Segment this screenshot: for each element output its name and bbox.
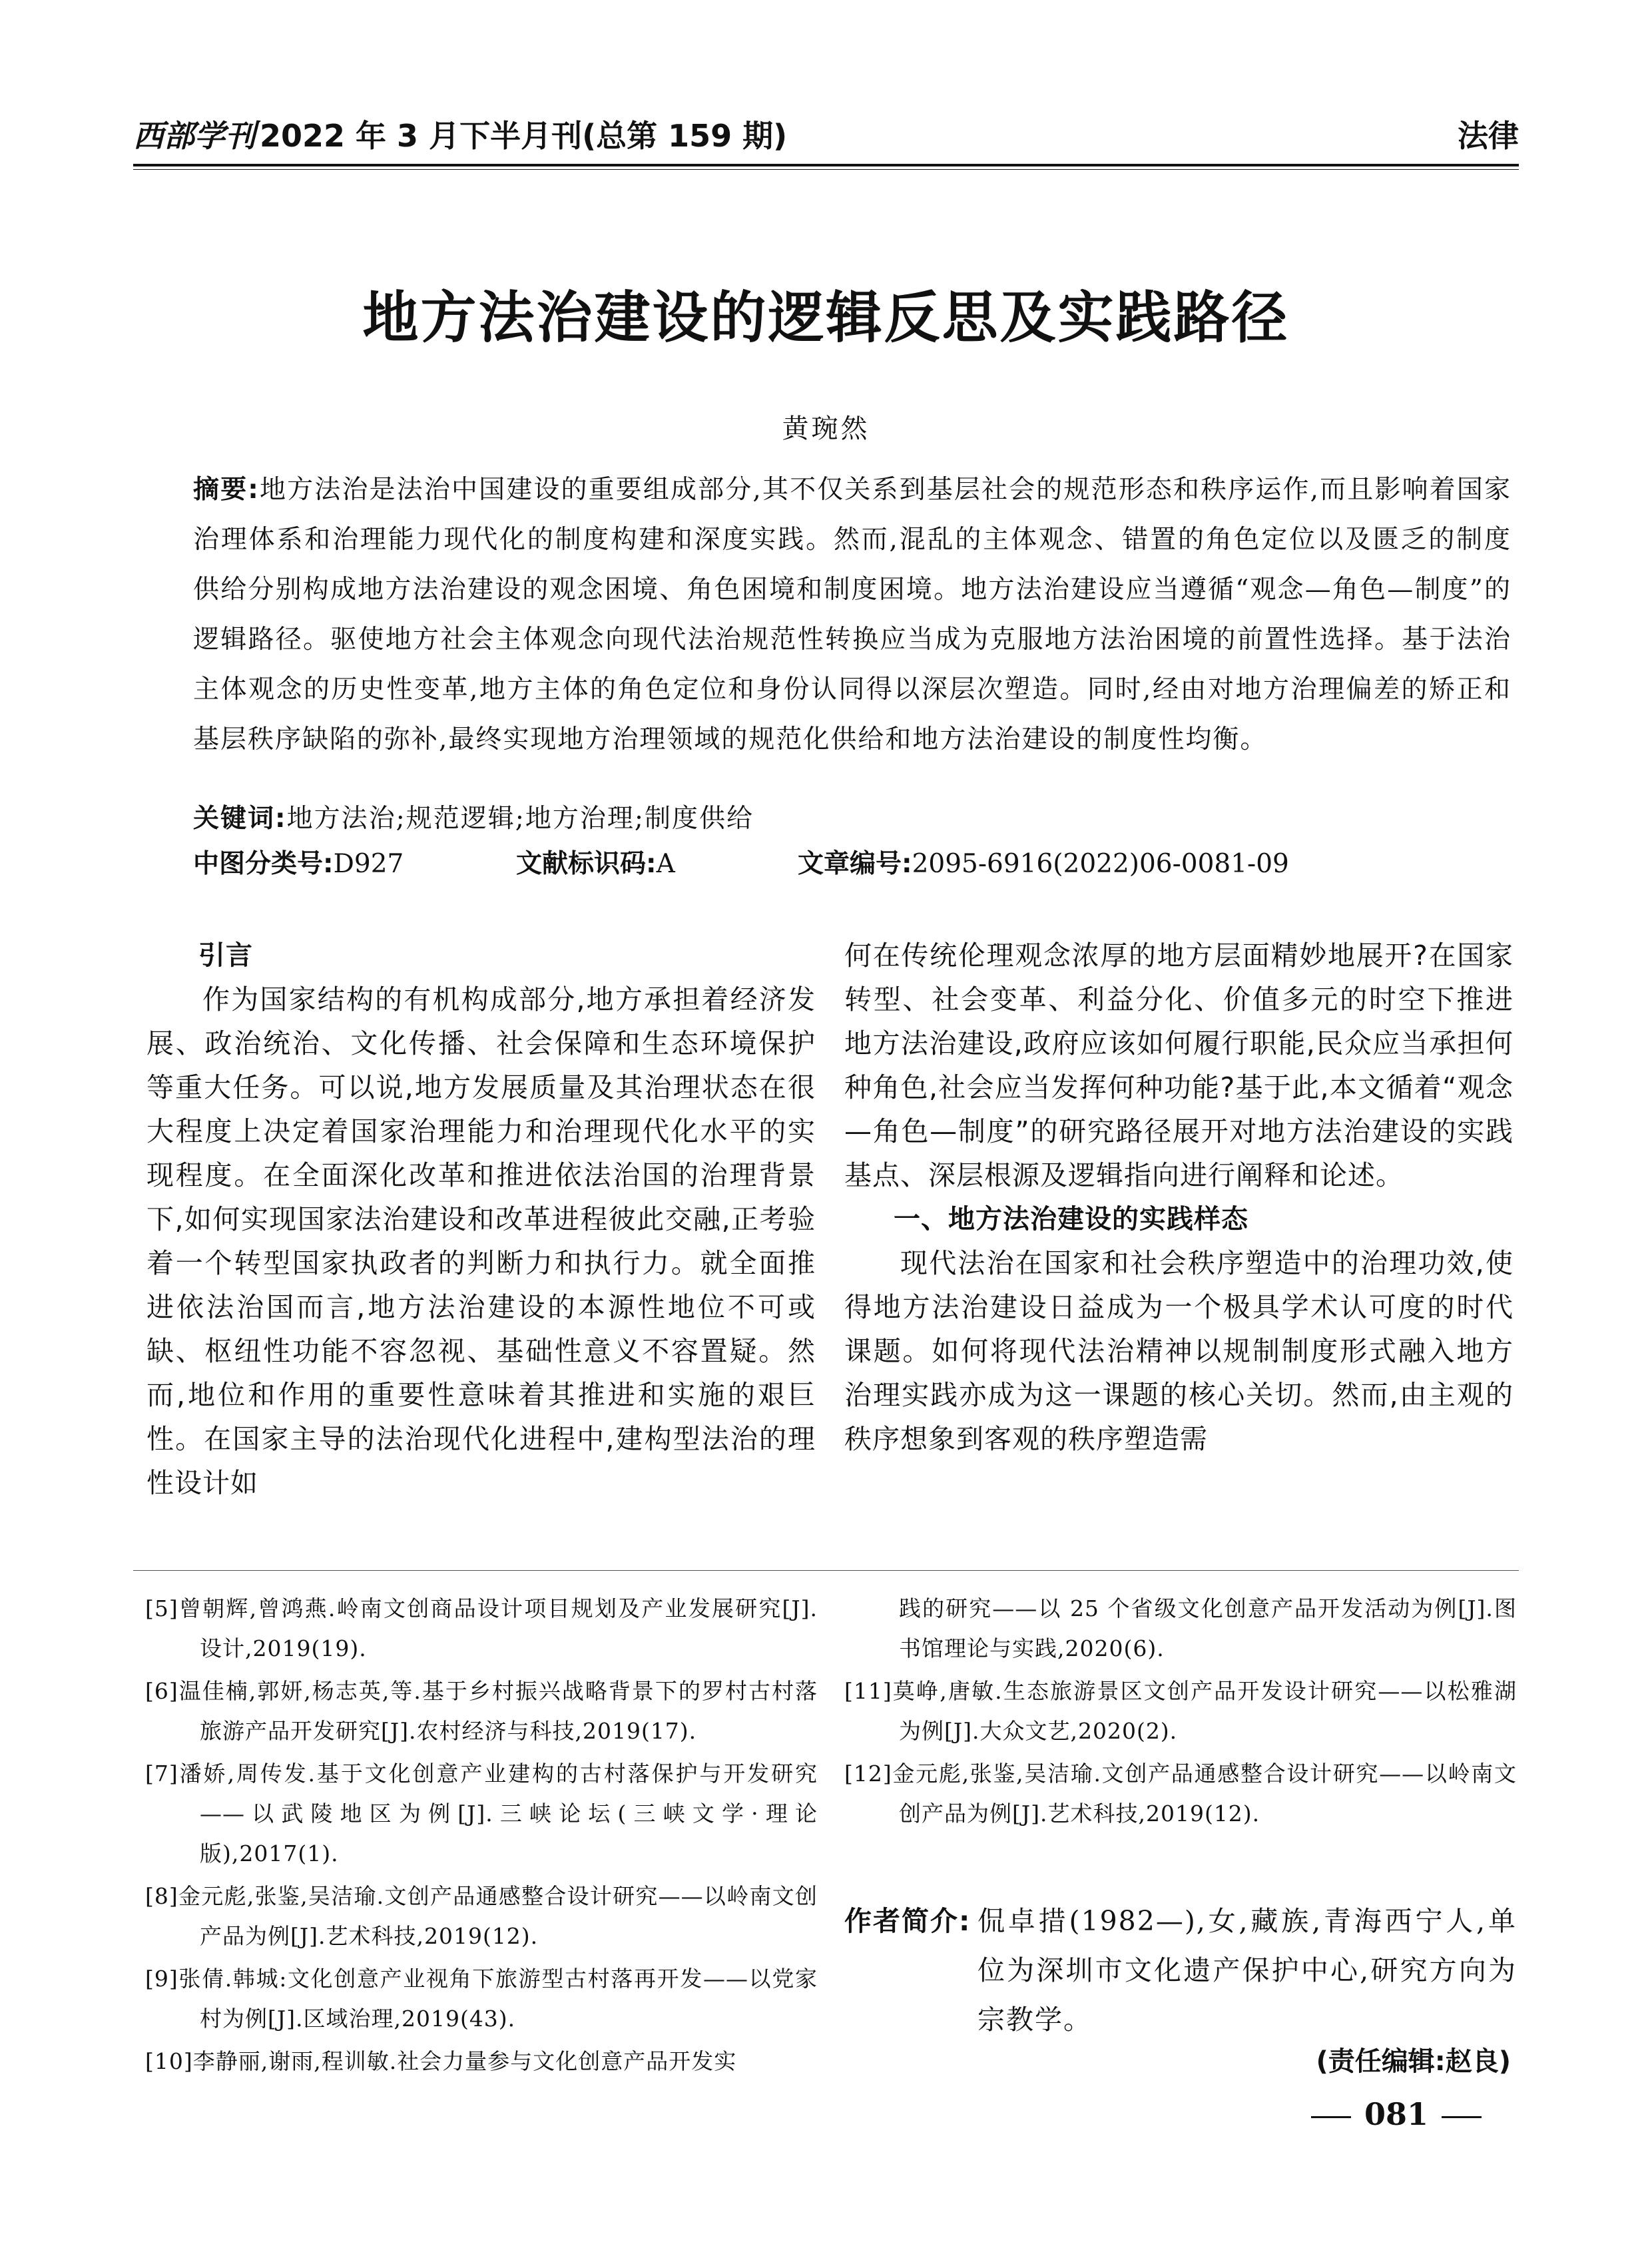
clc-number <box>193 843 404 880</box>
body-column-left <box>146 934 816 1505</box>
article-number <box>798 843 1289 880</box>
reference-item: [11]莫峥,唐敏.生态旅游景区文创产品开发设计研究——以松雅湖为例[J].大众文艺,2020(2). <box>844 1678 1517 1744</box>
page-number <box>1298 2096 1495 2132</box>
reference-item: [5]曾朝辉,曾鸿燕.岭南文创商品设计项目规划及产业发展研究[J].设计,2019(19). <box>145 1595 818 1661</box>
header-rule <box>133 164 1519 166</box>
keywords <box>193 798 754 835</box>
page-dash-left <box>1311 2116 1351 2118</box>
document-code <box>516 843 675 880</box>
clc-label: 中图分类号: <box>193 849 334 879</box>
abstract-text: 地方法治是法治中国建设的重要组成部分,其不仅关系到基层社会的规范形态和秩序运作,而且影响着国家治理体系和治理能力现代化的制度构建和深度实践。然而,混乱的主体观念、错置的角色定位以及匮乏的制度供给分别构成地方法治建设的观念困境、角色困境和制度困境。地方法治建设应当遵循“观念—角色—制度”的逻辑路径。驱使地方社会主体观念向现代法治规范性转换应当成为克服地方法治困境的前置性选择。基于法治主体观念的历史性变革,地方主体的角色定位和身份认同得以深层次塑造。同时,经由对地方治理偏差的矫正和基层秩序缺陷的弥补,最终实现地方治理领域的规范化供给和地方法治建设的制度性均衡。 <box>193 475 1512 754</box>
header-rule-thin <box>133 169 1519 170</box>
author-bio-text: 侃卓措(1982—),女,藏族,青海西宁人,单位为深圳市文化遗产保护中心,研究方向为宗教学。 <box>977 1905 1517 2036</box>
page-dash-right <box>1442 2116 1482 2118</box>
body-column-right <box>844 934 1514 1461</box>
author-bio <box>844 1896 1517 2044</box>
reference-item: [12]金元彪,张鉴,吴洁瑜.文创产品通感整合设计研究——以岭南文创产品为例[J].艺术科技,2019(12). <box>844 1761 1517 1826</box>
reference-item: [8]金元彪,张鉴,吴洁瑜.文创产品通感整合设计研究——以岭南文创产品为例[J].艺术科技,2019(12). <box>145 1883 818 1949</box>
doc-code-value: A <box>656 849 675 879</box>
article-no-value: 2095-6916(2022)06-0081-09 <box>912 849 1289 879</box>
issue-info: 2022 年 3 月下半月刊(总第 159 期) <box>260 118 788 154</box>
references-rule <box>133 1570 1519 1571</box>
page-number-value: 081 <box>1364 2096 1428 2132</box>
keywords-text: 地方法治;规范逻辑;地方治理;制度供给 <box>286 804 754 834</box>
body-paragraph: 何在传统伦理观念浓厚的地方层面精妙地展开?在国家转型、社会变革、利益分化、价值多元的时空下推进地方法治建设,政府应该如何履行职能,民众应当承担何种角色,社会应当发挥何种功能?基于此,本文循着“观念—角色—制度”的研究路径展开对地方法治建设的实践基点、深层根源及逻辑指向进行阐释和论述。 <box>844 940 1514 1191</box>
references-right <box>844 1589 1517 1836</box>
reference-item: [10]李静丽,谢雨,程训敏.社会力量参与文化创意产品开发实 <box>145 2048 737 2074</box>
reference-item: [6]温佳楠,郭妍,杨志英,等.基于乡村振兴战略背景下的罗村古村落旅游产品开发研究[J].农村经济与科技,2019(17). <box>145 1678 818 1744</box>
author-bio-label: 作者简介: <box>844 1905 971 1937</box>
section-name: 法律 <box>1458 118 1519 154</box>
intro-heading: 引言 <box>198 940 253 971</box>
body-paragraph: 现代法治在国家和社会秩序塑造中的治理功效,使得地方法治建设日益成为一个极具学术认可度的时代课题。如何将现代法治精神以规制制度形式融入地方治理实践亦成为这一课题的核心关切。然而,由主观的秩序想象到客观的秩序塑造需 <box>844 1247 1514 1455</box>
abstract-label: 摘要: <box>193 475 260 505</box>
doc-code-label: 文献标识码: <box>516 849 657 879</box>
journal-logo: 西部学刊 <box>133 118 256 154</box>
article-author: 黄琬然 <box>782 414 870 444</box>
body-paragraph: 作为国家结构的有机构成部分,地方承担着经济发展、政治统治、文化传播、社会保障和生态环境保护等重大任务。可以说,地方发展质量及其治理状态在很大程度上决定着国家治理能力和治理现代化水平的实现程度。在全面深化改革和推进依法治国的治理背景下,如何实现国家法治建设和改革进程彼此交融,正考验着一个转型国家执政者的判断力和执行力。就全面推进依法治国而言,地方法治建设的本源性地位不可或缺、枢纽性功能不容忽视、基础性意义不容置疑。然而,地位和作用的重要性意味着其推进和实施的艰巨性。在国家主导的法治现代化进程中,建构型法治的理性设计如 <box>146 983 816 1499</box>
reference-item: [9]张倩.韩城:文化创意产业视角下旅游型古村落再开发——以党家村为例[J].区域治理,2019(43). <box>145 1966 818 2032</box>
responsible-editor: (责任编辑:赵良) <box>1316 2046 1511 2077</box>
clc-value: D927 <box>333 849 404 879</box>
journal-issue-line <box>133 112 787 156</box>
keywords-label: 关键词: <box>193 804 287 834</box>
section-heading: 一、地方法治建设的实践样态 <box>894 1204 1248 1235</box>
article-title: 地方法治建设的逻辑反思及实践路径 <box>362 284 1290 350</box>
running-header <box>133 112 1519 165</box>
references-left <box>145 1589 818 2084</box>
reference-item-continued: 践的研究——以 25 个省级文化创意产品开发活动为例[J].图书馆理论与实践,2020(6). <box>899 1595 1517 1661</box>
reference-item: [7]潘娇,周传发.基于文化创意产业建构的古村落保护与开发研究——以武陵地区为例[J].三峡论坛(三峡文学·理论版),2017(1). <box>145 1761 818 1866</box>
abstract <box>193 465 1512 764</box>
article-no-label: 文章编号: <box>798 849 912 879</box>
